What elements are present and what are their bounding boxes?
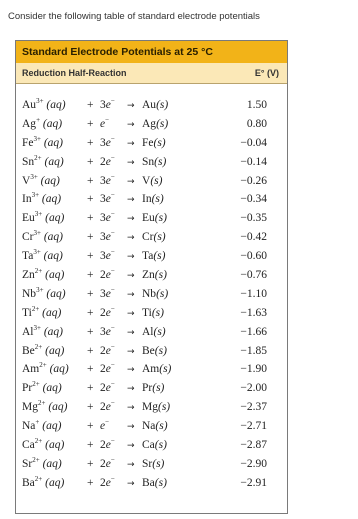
state-solid: (s) bbox=[150, 174, 163, 187]
electron-symbol: e bbox=[105, 174, 111, 187]
state-aq: (aq) bbox=[39, 382, 62, 395]
product: Pr(s) bbox=[142, 382, 165, 395]
electron-term: 3e− bbox=[100, 97, 115, 111]
plus-sign: + bbox=[87, 439, 94, 452]
product: Au(s) bbox=[142, 99, 169, 111]
product: Cr(s) bbox=[142, 231, 166, 244]
product: Ba(s) bbox=[142, 476, 167, 489]
product: Fe(s) bbox=[142, 136, 166, 149]
state-aq: (aq) bbox=[43, 99, 66, 111]
reaction-arrow-icon: → bbox=[127, 271, 135, 282]
electron-symbol: e bbox=[105, 99, 111, 111]
standard-potential: −0.76 bbox=[240, 269, 267, 282]
electron-symbol: e bbox=[100, 420, 106, 433]
electron-charge: − bbox=[110, 474, 115, 483]
reactant-ion: $Zn^{2+}$ (aq) bbox=[22, 267, 65, 282]
state-solid: (s) bbox=[157, 401, 171, 414]
standard-potential: −0.35 bbox=[240, 212, 267, 225]
standard-potential: −0.26 bbox=[240, 174, 267, 187]
electron-symbol: e bbox=[105, 344, 111, 357]
plus-sign: + bbox=[87, 155, 94, 168]
plus-sign: + bbox=[87, 174, 94, 187]
reaction-arrow-icon: → bbox=[127, 233, 135, 244]
electron-term: 2e− bbox=[100, 153, 115, 168]
state-aq: (aq) bbox=[39, 306, 62, 319]
plus-sign: + bbox=[87, 99, 94, 111]
standard-potential: −0.04 bbox=[240, 136, 267, 149]
standard-potential: −2.00 bbox=[240, 382, 267, 395]
reaction-arrow-icon: → bbox=[127, 478, 135, 489]
electron-term bbox=[100, 115, 110, 130]
reaction-arrow-icon: → bbox=[127, 176, 135, 187]
state-solid: (s) bbox=[155, 420, 168, 433]
state-aq: (aq) bbox=[42, 476, 65, 489]
electron-charge: − bbox=[110, 285, 115, 294]
state-solid: (s) bbox=[154, 212, 167, 225]
plus-sign: + bbox=[87, 382, 94, 395]
product: Am(s) bbox=[142, 363, 172, 376]
standard-potential: −0.34 bbox=[240, 193, 267, 206]
electron-term: 3e− bbox=[100, 191, 115, 206]
electron-symbol: e bbox=[105, 476, 111, 489]
product: Sr(s) bbox=[142, 457, 165, 470]
reactant-ion: $Nb^{3+}$ (aq) bbox=[22, 285, 66, 300]
state-solid: (s) bbox=[153, 325, 166, 338]
table-row bbox=[16, 115, 287, 134]
reactant-ion: $Pr^{2+}$ (aq) bbox=[22, 380, 62, 395]
electron-charge: − bbox=[110, 267, 115, 276]
state-aq: (aq) bbox=[40, 117, 63, 130]
state-aq: (aq) bbox=[40, 250, 63, 263]
standard-potential: −1.85 bbox=[240, 344, 267, 357]
reactant-ion: $Cr^{3+}$ (aq) bbox=[22, 229, 63, 244]
ion-charge: 3+ bbox=[33, 229, 41, 238]
plus-sign: + bbox=[87, 420, 94, 433]
electron-term: 2e− bbox=[100, 267, 115, 282]
table-row bbox=[16, 455, 287, 474]
state-solid: (s) bbox=[154, 155, 167, 168]
electron-symbol: e bbox=[100, 117, 106, 130]
reactant-ion: $Mg^{2+}$ (aq) bbox=[22, 399, 68, 414]
reactant-ion: $Sn^{2+}$ (aq) bbox=[22, 153, 64, 168]
ion-charge: 3+ bbox=[36, 285, 44, 294]
standard-potential: −2.91 bbox=[240, 476, 267, 489]
state-aq: (aq) bbox=[40, 136, 63, 149]
state-aq: (aq) bbox=[39, 193, 62, 206]
plus-sign: + bbox=[87, 212, 94, 225]
state-aq: (aq) bbox=[42, 269, 65, 282]
reaction-arrow-icon: → bbox=[127, 308, 135, 319]
reaction-arrow-icon: → bbox=[127, 214, 135, 225]
reactant-ion: $In^{3+}$ (aq) bbox=[22, 191, 62, 206]
electron-charge: − bbox=[110, 191, 115, 200]
electron-charge: − bbox=[110, 399, 115, 408]
table-row bbox=[16, 190, 287, 209]
reaction-arrow-icon: → bbox=[127, 403, 135, 414]
table-row bbox=[16, 474, 287, 493]
electron-charge: − bbox=[105, 115, 110, 124]
electron-symbol: e bbox=[105, 306, 111, 319]
electron-symbol: e bbox=[105, 250, 111, 263]
reaction-arrow-icon: → bbox=[127, 101, 135, 111]
reaction-arrow-icon: → bbox=[127, 327, 135, 338]
reactant-ion: $Am^{2+}$ (aq) bbox=[22, 361, 69, 376]
standard-potential: −1.63 bbox=[240, 306, 267, 319]
reaction-arrow-icon: → bbox=[127, 441, 135, 452]
state-solid: (s) bbox=[154, 269, 167, 282]
plus-sign: + bbox=[87, 287, 94, 300]
ion-charge: 3+ bbox=[33, 323, 41, 332]
electron-charge: − bbox=[105, 418, 110, 427]
reaction-arrow-icon: → bbox=[127, 138, 135, 149]
product: In(s) bbox=[142, 193, 164, 206]
reactant-ion: $Be^{2+}$ (aq) bbox=[22, 342, 65, 357]
reactant-ion: $Al^{3+}$ (aq) bbox=[22, 323, 63, 338]
product: Al(s) bbox=[142, 325, 166, 338]
electron-symbol: e bbox=[105, 382, 111, 395]
electron-symbol: e bbox=[105, 457, 111, 470]
reaction-arrow-icon: → bbox=[127, 289, 135, 300]
electron-symbol: e bbox=[105, 269, 111, 282]
standard-potential: −0.42 bbox=[240, 231, 267, 244]
state-aq: (aq) bbox=[46, 363, 69, 376]
reaction-arrow-icon: → bbox=[127, 195, 135, 206]
state-aq: (aq) bbox=[45, 401, 68, 414]
standard-potential: −1.10 bbox=[240, 287, 267, 300]
standard-potential: −1.66 bbox=[240, 325, 267, 338]
electron-symbol: e bbox=[105, 439, 111, 452]
state-solid: (s) bbox=[154, 439, 167, 452]
product: Sn(s) bbox=[142, 155, 167, 168]
table-row bbox=[16, 342, 287, 361]
electron-symbol: e bbox=[105, 287, 111, 300]
reactant-ion: Na+ (aq) bbox=[22, 418, 62, 433]
ion-charge: 2+ bbox=[34, 342, 43, 351]
state-solid: (s) bbox=[151, 306, 164, 319]
reaction-arrow-icon: → bbox=[127, 252, 135, 263]
state-aq: (aq) bbox=[40, 325, 63, 338]
ion-charge: 3+ bbox=[36, 97, 44, 105]
electron-symbol: e bbox=[105, 363, 111, 376]
electron-term: 2e− bbox=[100, 399, 115, 414]
state-solid: (s) bbox=[152, 457, 165, 470]
product: Ti(s) bbox=[142, 306, 164, 319]
state-solid: (s) bbox=[159, 363, 172, 376]
reactant-ion: Ag+ (aq) bbox=[22, 115, 63, 130]
electron-term: 3e− bbox=[100, 229, 115, 244]
reaction-arrow-icon: → bbox=[127, 346, 135, 357]
product: Ag(s) bbox=[142, 117, 169, 130]
state-aq: (aq) bbox=[39, 420, 62, 433]
electron-term: 2e− bbox=[100, 455, 115, 470]
electron-term: 3e− bbox=[100, 248, 115, 263]
plus-sign: + bbox=[87, 325, 94, 338]
electron-charge: − bbox=[110, 248, 115, 257]
reaction-arrow-icon: → bbox=[127, 384, 135, 395]
electron-charge: − bbox=[110, 380, 115, 389]
state-solid: (s) bbox=[153, 231, 166, 244]
electron-term: 2e− bbox=[100, 437, 115, 452]
standard-potential: 0.80 bbox=[246, 117, 267, 130]
product: Zn(s) bbox=[142, 269, 167, 282]
table-row bbox=[16, 285, 287, 304]
plus-sign: + bbox=[87, 344, 94, 357]
table-row bbox=[16, 96, 287, 115]
state-aq: (aq) bbox=[42, 344, 65, 357]
state-solid: (s) bbox=[151, 193, 164, 206]
standard-potential: −2.90 bbox=[240, 457, 267, 470]
state-solid: (s) bbox=[156, 117, 169, 130]
standard-potential: 1.50 bbox=[246, 99, 267, 111]
electron-symbol: e bbox=[105, 401, 111, 414]
plus-sign: + bbox=[87, 193, 94, 206]
reactant-ion: $V^{3+}$ (aq) bbox=[22, 172, 60, 187]
electron-term: 2e− bbox=[100, 342, 115, 357]
header-potential: E° (V) bbox=[254, 68, 279, 78]
electron-symbol: e bbox=[105, 325, 111, 338]
reaction-arrow-icon: → bbox=[127, 422, 135, 433]
state-solid: (s) bbox=[153, 136, 166, 149]
ion-charge: + bbox=[36, 115, 41, 124]
plus-sign: + bbox=[87, 401, 94, 414]
state-aq: (aq) bbox=[39, 457, 62, 470]
plus-sign: + bbox=[87, 363, 94, 376]
electron-symbol: e bbox=[105, 193, 111, 206]
electron-term: 2e− bbox=[100, 304, 115, 319]
reactant-ion: $Ta^{3+}$ (aq) bbox=[22, 248, 63, 263]
table-title: Standard Electrode Potentials at 25 °C bbox=[16, 41, 287, 63]
electron-charge: − bbox=[110, 323, 115, 332]
state-solid: (s) bbox=[156, 287, 169, 300]
reactant-ion: $Au^{3+}$ (aq) bbox=[22, 97, 66, 111]
state-aq: (aq) bbox=[40, 231, 63, 244]
ion-charge: 3+ bbox=[31, 191, 40, 200]
reactant-ion: $Eu^{3+}$ (aq) bbox=[22, 210, 65, 225]
state-aq: (aq) bbox=[37, 174, 60, 187]
ion-charge: 2+ bbox=[39, 361, 47, 370]
standard-potential: −2.37 bbox=[240, 401, 267, 414]
plus-sign: + bbox=[87, 117, 94, 130]
plus-sign: + bbox=[87, 306, 94, 319]
electron-charge: − bbox=[110, 229, 115, 238]
product: Be(s) bbox=[142, 344, 167, 357]
table-row bbox=[16, 172, 287, 191]
state-aq: (aq) bbox=[41, 155, 64, 168]
product: Eu(s) bbox=[142, 212, 167, 225]
electron-charge: − bbox=[110, 304, 115, 313]
electron-term: 2e− bbox=[100, 474, 115, 489]
ion-charge: 2+ bbox=[32, 455, 40, 464]
table-header-row bbox=[16, 63, 287, 84]
electron-term: 3e− bbox=[100, 285, 115, 300]
ion-charge: 3+ bbox=[30, 172, 38, 181]
table-row bbox=[16, 134, 287, 153]
electron-charge: − bbox=[110, 134, 115, 143]
ion-charge: 2+ bbox=[34, 474, 43, 483]
intro-text: Consider the following table of standard electrode potentials bbox=[8, 11, 260, 22]
electron-term: 3e− bbox=[100, 172, 115, 187]
electron-charge: − bbox=[110, 153, 115, 162]
ion-charge: 2+ bbox=[34, 437, 43, 446]
ion-charge: 2+ bbox=[34, 153, 42, 162]
state-solid: (s) bbox=[156, 99, 169, 111]
table-row bbox=[16, 153, 287, 172]
electron-term: 3e− bbox=[100, 210, 115, 225]
ion-charge: 3+ bbox=[33, 248, 41, 257]
state-solid: (s) bbox=[153, 250, 166, 263]
electron-symbol: e bbox=[105, 231, 111, 244]
electron-charge: − bbox=[110, 342, 115, 351]
product: Mg(s) bbox=[142, 401, 171, 414]
reactant-ion: $Ti^{2+}$ (aq) bbox=[22, 304, 62, 319]
table-row bbox=[16, 436, 287, 455]
table-row bbox=[16, 398, 287, 417]
plus-sign: + bbox=[87, 269, 94, 282]
electron-charge: − bbox=[110, 437, 115, 446]
standard-potential: −2.87 bbox=[240, 439, 267, 452]
ion-charge: 2+ bbox=[37, 399, 46, 408]
plus-sign: + bbox=[87, 136, 94, 149]
reaction-arrow-icon: → bbox=[127, 119, 135, 130]
plus-sign: + bbox=[87, 457, 94, 470]
standard-potential: −1.90 bbox=[240, 363, 267, 376]
ion-charge: 3+ bbox=[33, 134, 41, 143]
electron-term: 3e− bbox=[100, 323, 115, 338]
table-row bbox=[16, 209, 287, 228]
product: Ta(s) bbox=[142, 250, 166, 263]
electron-term: 3e− bbox=[100, 134, 115, 149]
electron-symbol: e bbox=[105, 155, 111, 168]
product: Na(s) bbox=[142, 420, 168, 433]
product: Ca(s) bbox=[142, 439, 167, 452]
electron-charge: − bbox=[110, 361, 115, 370]
table-row bbox=[16, 247, 287, 266]
electron-term: 2e− bbox=[100, 380, 115, 395]
standard-potential: −0.60 bbox=[240, 250, 267, 263]
ion-charge: 2+ bbox=[31, 304, 40, 313]
table-row bbox=[16, 417, 287, 436]
table-body bbox=[16, 96, 287, 493]
state-solid: (s) bbox=[152, 382, 165, 395]
reactant-ion: $Ca^{2+}$ (aq) bbox=[22, 437, 65, 452]
state-aq: (aq) bbox=[42, 212, 65, 225]
table-row bbox=[16, 323, 287, 342]
electron-charge: − bbox=[110, 172, 115, 181]
state-aq: (aq) bbox=[42, 439, 65, 452]
reaction-arrow-icon: → bbox=[127, 459, 135, 470]
ion-charge: 2+ bbox=[32, 380, 40, 389]
electron-symbol: e bbox=[105, 212, 111, 225]
electron-term: 2e− bbox=[100, 361, 115, 376]
reaction-arrow-icon: → bbox=[127, 365, 135, 376]
standard-potential: −0.14 bbox=[240, 155, 267, 168]
plus-sign: + bbox=[87, 231, 94, 244]
state-aq: (aq) bbox=[43, 287, 66, 300]
product: V(s) bbox=[142, 174, 163, 187]
reactant-ion: $Ba^{2+}$ (aq) bbox=[22, 474, 65, 489]
reactant-ion: $Fe^{3+}$ (aq) bbox=[22, 134, 63, 149]
state-solid: (s) bbox=[154, 344, 167, 357]
ion-charge: 2+ bbox=[34, 267, 43, 276]
table-row bbox=[16, 379, 287, 398]
table-row bbox=[16, 266, 287, 285]
electron-term bbox=[100, 420, 109, 432]
header-reduction-half-reaction: Reduction Half-Reaction bbox=[22, 68, 127, 78]
electron-charge: − bbox=[110, 97, 115, 105]
reaction-arrow-icon: → bbox=[127, 157, 135, 168]
plus-sign: + bbox=[87, 476, 94, 489]
table-row bbox=[16, 360, 287, 379]
electrode-potential-table bbox=[15, 40, 288, 514]
product: Nb(s) bbox=[142, 287, 169, 300]
ion-charge: 3+ bbox=[34, 210, 43, 219]
state-solid: (s) bbox=[154, 476, 167, 489]
standard-potential: −2.71 bbox=[240, 420, 267, 433]
electron-charge: − bbox=[110, 455, 115, 464]
electron-charge: − bbox=[110, 210, 115, 219]
table-row bbox=[16, 228, 287, 247]
electron-symbol: e bbox=[105, 136, 111, 149]
table-row bbox=[16, 304, 287, 323]
plus-sign: + bbox=[87, 250, 94, 263]
ion-charge: + bbox=[35, 418, 40, 427]
reactant-ion: $Sr^{2+}$ (aq) bbox=[22, 455, 62, 470]
